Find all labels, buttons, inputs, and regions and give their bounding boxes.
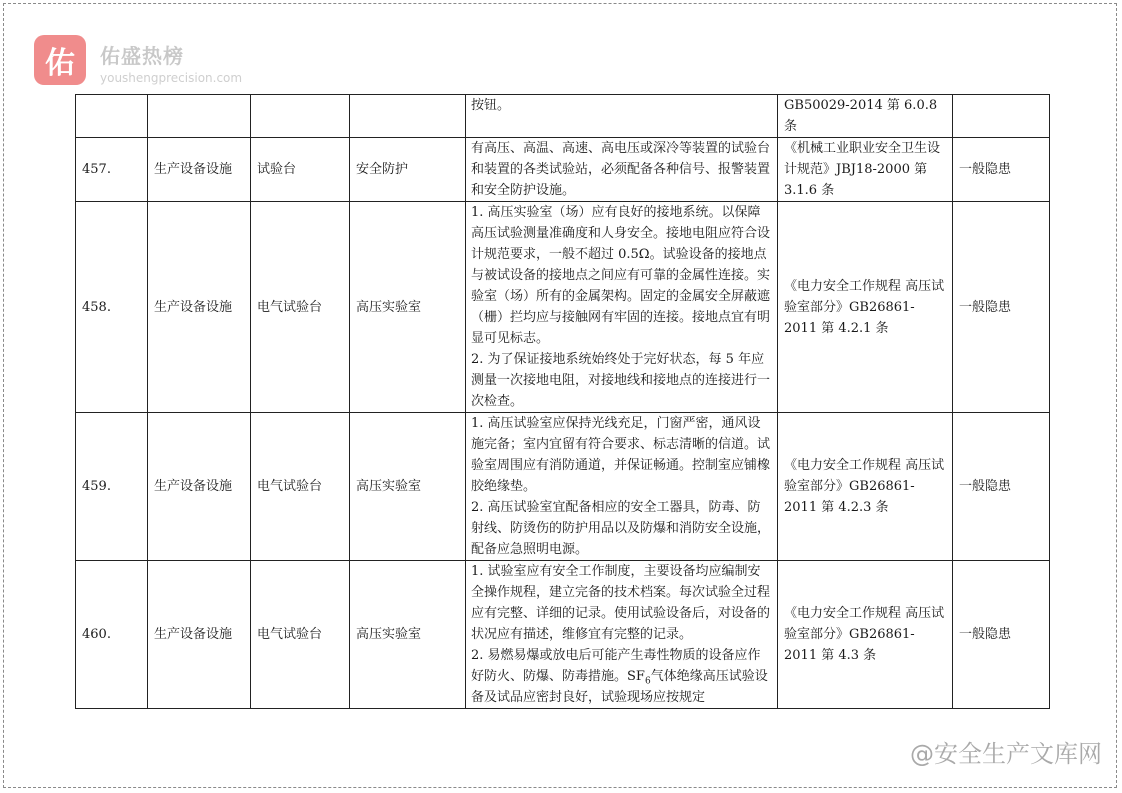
cell-aspect <box>350 95 466 138</box>
requirement-item-1: 1. 高压试验室应保持光线充足，门窗严密，通风设施完备；室内宜留有符合要求、标志清晰的信道。试验室周围应有消防通道，并保证畅通。控制室应铺橡胶绝缘垫。 <box>471 416 771 494</box>
requirement-item-2-text: 2. 易燃易爆或放电后可能产生毒性物质的设备应作好防火、防爆、防毒措施。 <box>471 648 761 684</box>
requirement-text: 按钮。 <box>471 98 511 113</box>
table-row <box>76 561 1050 709</box>
sf6-prefix: SF <box>627 669 645 684</box>
watermark <box>910 734 1102 769</box>
cell-aspect: 高压实验室 <box>350 413 466 561</box>
requirement-item-2: 2. 为了保证接地系统始终处于完好状态，每 5 年应测量一次接地电阻，对接地线和接地点的连接进行一次检查。 <box>471 352 771 409</box>
requirement-item-2: 2. 高压试验室宜配备相应的安全工器具，防毒、防射线、防烫伤的防护用品以及防爆和消防安全设施，配备应急照明电源。 <box>471 500 771 557</box>
cell-reference: 《电力安全工作规程 高压试验室部分》GB26861-2011 第 4.2.3 条 <box>778 413 953 561</box>
cell-aspect: 安全防护 <box>350 138 466 202</box>
brand-url: youshengprecision.com <box>100 71 243 85</box>
cell-no: 457. <box>76 138 148 202</box>
cell-level: 一般隐患 <box>953 413 1050 561</box>
cell-no: 458. <box>76 202 148 413</box>
sf6-text: 气体绝缘高压试验设备及试品应密封良好，试验现场应按规定 <box>471 669 768 705</box>
cell-level: 一般隐患 <box>953 202 1050 413</box>
requirement-item-1: 1. 试验室应有安全工作制度，主要设备均应编制安全操作规程，建立完备的技术档案。每次试验全过程应有完整、详细的记录。使用试验设备后，对设备的状况应有描述，维修宜有完整的记录。 <box>471 564 771 642</box>
cell-aspect: 高压实验室 <box>350 561 466 709</box>
cell-category: 生产设备设施 <box>148 138 251 202</box>
cell-requirement <box>466 95 778 138</box>
cell-equipment <box>251 95 350 138</box>
cell-level <box>953 95 1050 138</box>
cell-requirement <box>466 413 778 561</box>
table-row <box>76 202 1050 413</box>
sf6-subscript: 6 <box>644 676 651 687</box>
cell-requirement <box>466 561 778 709</box>
cell-equipment: 电气试验台 <box>251 561 350 709</box>
cell-equipment: 电气试验台 <box>251 413 350 561</box>
cell-requirement <box>466 202 778 413</box>
requirement-item-1: 1. 高压实验室（场）应有良好的接地系统。以保障高压试验测量准确度和人身安全。接地电阻应符合设计规范要求，一般不超过 0.5Ω。试验设备的接地点与被试设备的接地点之间应有可靠的金属性连接。实验室（场）所有的金属架构。固定的金属安全屏蔽遮（栅）拦均应与接触网有牢固的连接。接地点宜有明显可见标志。 <box>471 205 771 346</box>
cell-requirement <box>466 138 778 202</box>
brand-name: 佑盛热榜 <box>100 44 184 68</box>
cell-level: 一般隐患 <box>953 561 1050 709</box>
watermark-text: @安全生产文库网 <box>910 740 1102 768</box>
hazard-table <box>75 94 1050 709</box>
cell-level: 一般隐患 <box>953 138 1050 202</box>
cell-no: 459. <box>76 413 148 561</box>
cell-reference: 《机械工业职业安全卫生设计规范》JBJ18-2000 第 3.1.6 条 <box>778 138 953 202</box>
cell-equipment: 电气试验台 <box>251 202 350 413</box>
cell-category: 生产设备设施 <box>148 202 251 413</box>
cell-category: 生产设备设施 <box>148 413 251 561</box>
table-row <box>76 138 1050 202</box>
requirement-item-2 <box>471 645 772 708</box>
cell-category <box>148 95 251 138</box>
cell-no <box>76 95 148 138</box>
cell-no: 460. <box>76 561 148 709</box>
cell-equipment: 试验台 <box>251 138 350 202</box>
requirement-text: 有高压、高温、高速、高电压或深冷等装置的试验台和装置的各类试验站，必须配备各种信号、报警装置和安全防护设施。 <box>471 141 771 198</box>
cell-reference: GB50029-2014 第 6.0.8 条 <box>778 95 953 138</box>
table-row <box>76 413 1050 561</box>
brand-logo: 佑 <box>34 35 86 85</box>
cell-reference: 《电力安全工作规程 高压试验室部分》GB26861-2011 第 4.2.1 条 <box>778 202 953 413</box>
cell-reference: 《电力安全工作规程 高压试验室部分》GB26861-2011 第 4.3 条 <box>778 561 953 709</box>
cell-aspect: 高压实验室 <box>350 202 466 413</box>
cell-category: 生产设备设施 <box>148 561 251 709</box>
table-row <box>76 95 1050 138</box>
